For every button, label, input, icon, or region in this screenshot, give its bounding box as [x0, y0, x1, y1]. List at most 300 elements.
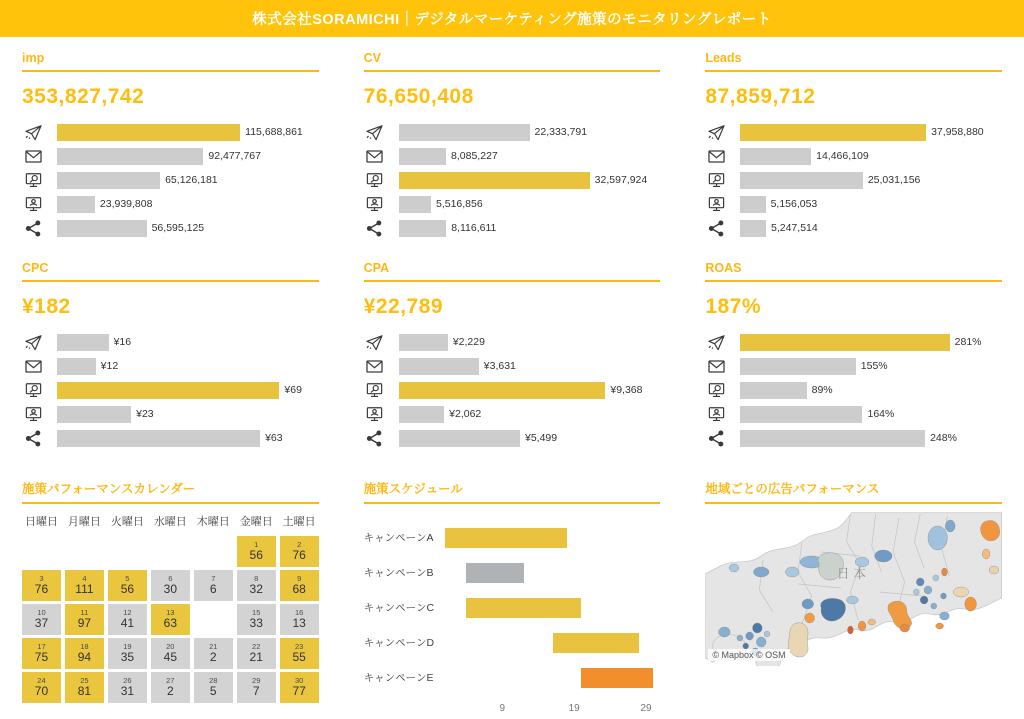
title-underline: [705, 280, 1002, 282]
day-value: 37: [34, 616, 49, 631]
bar-value-label: 5,247,514: [771, 222, 818, 234]
calendar-empty-cell: [65, 536, 104, 567]
display-user-icon: [705, 404, 727, 424]
bar-value-label: ¥3,631: [483, 360, 516, 372]
day-number: 21: [209, 641, 218, 651]
calendar-title: 施策パフォーマンスカレンダー: [22, 482, 196, 496]
bar-row: [364, 402, 661, 426]
gantt-bar[interactable]: [466, 563, 523, 583]
gantt-row: [364, 555, 661, 590]
calendar-day-2[interactable]: [280, 536, 319, 567]
display-user-icon: [705, 194, 727, 214]
bar-row: [22, 216, 319, 240]
display-search-icon: [364, 380, 386, 400]
gantt-row: [364, 590, 661, 625]
day-number: 16: [295, 607, 304, 617]
bar-leads-display-search[interactable]: [740, 172, 863, 189]
bar-track: [57, 382, 319, 399]
title-underline: [22, 70, 319, 72]
kpi-title: Leads: [705, 51, 742, 65]
day-value: 76: [292, 548, 306, 563]
calendar-day-13[interactable]: [151, 604, 190, 635]
kpi-bar-chart: [705, 120, 1002, 240]
calendar-day-7[interactable]: [194, 570, 233, 601]
bar-row: [22, 192, 319, 216]
bar-track: [399, 220, 661, 237]
calendar-day-27[interactable]: [151, 672, 190, 703]
gantt-plot: [438, 667, 661, 689]
bar-row: [705, 426, 1002, 450]
calendar-day-9[interactable]: [280, 570, 319, 601]
bar-row: [705, 144, 1002, 168]
bar-track: [399, 196, 661, 213]
bar-value-label: ¥2,229: [452, 336, 485, 348]
bar-value-label: 22,333,791: [534, 126, 588, 138]
paper-plane-icon: [364, 332, 386, 352]
bar-track: [740, 430, 1002, 447]
day-value: 31: [120, 684, 135, 699]
bar-cv-display-user[interactable]: [399, 196, 431, 213]
calendar-empty-cell: [194, 604, 233, 635]
weekday-header: 金曜日: [239, 516, 273, 528]
calendar-day-17[interactable]: [22, 638, 61, 669]
paper-plane-icon: [22, 122, 44, 142]
day-value: 55: [292, 650, 306, 665]
bar-cpc-paper-plane[interactable]: [57, 334, 109, 351]
campaign-label: キャンペーンC: [363, 602, 435, 614]
map-title: 地域ごとの広告パフォーマンス: [705, 482, 880, 496]
gantt-row: [364, 660, 661, 695]
bar-track: [57, 430, 319, 447]
day-value: 35: [120, 650, 135, 665]
schedule-title: 施策スケジュール: [363, 482, 463, 496]
map-attribution: © Mapbox © OSM: [708, 649, 789, 661]
gantt-bar[interactable]: [553, 633, 639, 653]
bar-imp-display-search[interactable]: [57, 172, 160, 189]
day-number: 17: [37, 641, 46, 651]
day-number: 27: [166, 675, 175, 685]
bar-value-label: ¥63: [265, 432, 283, 444]
day-value: 56: [249, 548, 263, 563]
bar-track: [740, 148, 1002, 165]
display-search-icon: [705, 170, 727, 190]
gantt-axis: [438, 701, 661, 719]
bar-imp-share[interactable]: [57, 220, 147, 237]
day-number: 24: [37, 675, 46, 685]
bar-row: [705, 378, 1002, 402]
title-underline: [705, 70, 1002, 72]
day-number: 29: [252, 675, 261, 685]
day-number: 19: [123, 641, 132, 651]
bar-track: [740, 172, 1002, 189]
title-underline: [22, 502, 319, 504]
day-value: 5: [209, 684, 217, 699]
share-icon: [22, 218, 44, 238]
bar-cpc-display-user[interactable]: [57, 406, 131, 423]
bar-row: [22, 354, 319, 378]
bar-value-label: 25,031,156: [867, 174, 921, 186]
bar-cpa-envelope[interactable]: [399, 358, 479, 375]
share-icon: [364, 428, 386, 448]
bar-track: [399, 124, 661, 141]
weekday-header: 日曜日: [24, 516, 58, 528]
day-value: 2: [166, 684, 174, 699]
bar-value-label: 8,116,611: [451, 222, 497, 234]
performance-calendar: [22, 511, 319, 703]
day-number: 28: [209, 675, 218, 685]
bar-track: [399, 172, 661, 189]
gantt-row: [364, 625, 661, 660]
kpi-total-value: ¥22,789: [363, 295, 444, 318]
bar-row: [705, 120, 1002, 144]
bar-track: [399, 382, 661, 399]
axis-tick: 9: [499, 703, 506, 714]
bar-cpc-share[interactable]: [57, 430, 260, 447]
envelope-icon: [364, 146, 386, 166]
bar-imp-display-user[interactable]: [57, 196, 95, 213]
bar-row: [22, 330, 319, 354]
day-value: 2: [209, 650, 217, 665]
calendar-day-24[interactable]: [22, 672, 61, 703]
gantt-plot: [438, 527, 661, 549]
calendar-day-4[interactable]: [65, 570, 104, 601]
calendar-day-16[interactable]: [280, 604, 319, 635]
bar-track: [740, 334, 1002, 351]
kpi-card-roas: [705, 253, 1002, 463]
report-header: [0, 0, 1024, 37]
bar-value-label: ¥9,368: [610, 384, 643, 396]
day-value: 63: [163, 616, 177, 631]
kpi-bar-chart: [22, 330, 319, 450]
day-value: 94: [77, 650, 92, 665]
calendar-day-20[interactable]: [151, 638, 190, 669]
title-underline: [364, 280, 661, 282]
bar-value-label: 155%: [860, 360, 888, 372]
bar-value-label: ¥23: [136, 408, 154, 420]
axis-tick: 29: [640, 703, 652, 714]
bar-row: [705, 192, 1002, 216]
kpi-bar-chart: [364, 330, 661, 450]
bar-value-label: 65,126,181: [165, 174, 218, 186]
bar-value-label: ¥12: [100, 360, 119, 372]
day-number: 10: [37, 607, 46, 617]
bar-value-label: 8,085,227: [451, 150, 498, 162]
kpi-total-value: 353,827,742: [22, 85, 145, 108]
bar-row: [22, 168, 319, 192]
bar-cv-share[interactable]: [399, 220, 447, 237]
day-number: 2: [297, 539, 302, 549]
calendar-day-10[interactable]: [22, 604, 61, 635]
share-icon: [705, 218, 727, 238]
day-number: 26: [123, 675, 132, 685]
bar-value-label: 164%: [867, 408, 895, 420]
kpi-title: imp: [22, 51, 45, 65]
share-icon: [22, 428, 44, 448]
gantt-bar[interactable]: [581, 668, 653, 688]
day-value: 56: [120, 582, 135, 597]
calendar-empty-cell: [108, 536, 147, 567]
bar-imp-envelope[interactable]: [57, 148, 203, 165]
bar-track: [740, 220, 1002, 237]
bar-row: [364, 192, 661, 216]
calendar-day-23[interactable]: [280, 638, 319, 669]
kpi-card-cpc: [22, 253, 319, 463]
calendar-day-11[interactable]: [65, 604, 104, 635]
campaign-label: キャンペーンD: [363, 637, 435, 649]
bar-track: [399, 430, 661, 447]
country-label: 日本: [837, 565, 871, 582]
kpi-card-leads: [705, 43, 1002, 253]
bar-row: [364, 354, 661, 378]
bar-cv-display-search[interactable]: [399, 172, 590, 189]
bar-cpa-paper-plane[interactable]: [399, 334, 448, 351]
day-value: 7: [252, 684, 260, 699]
kpi-title: CV: [363, 51, 382, 65]
bar-roas-display-search[interactable]: [740, 382, 806, 399]
calendar-day-12[interactable]: [108, 604, 147, 635]
bar-row: [364, 120, 661, 144]
envelope-icon: [364, 356, 386, 376]
bar-row: [22, 426, 319, 450]
title-underline: [364, 70, 661, 72]
day-value: 33: [249, 616, 263, 631]
kpi-card-cpa: [364, 253, 661, 463]
envelope-icon: [705, 356, 727, 376]
calendar-day-26[interactable]: [108, 672, 147, 703]
bar-row: [364, 330, 661, 354]
bar-leads-paper-plane[interactable]: [740, 124, 926, 141]
bar-roas-envelope[interactable]: [740, 358, 855, 375]
day-value: 111: [75, 582, 94, 597]
bar-imp-paper-plane[interactable]: [57, 124, 240, 141]
gantt-plot: [438, 597, 661, 619]
calendar-day-22[interactable]: [237, 638, 276, 669]
bar-row: [364, 378, 661, 402]
day-value: 81: [77, 684, 92, 699]
day-number: 23: [295, 641, 304, 651]
envelope-icon: [22, 356, 44, 376]
bar-cv-envelope[interactable]: [399, 148, 446, 165]
bar-value-label: 5,516,856: [435, 198, 483, 210]
day-number: 15: [252, 607, 261, 617]
display-user-icon: [22, 404, 44, 424]
calendar-day-8[interactable]: [237, 570, 276, 601]
japan-choropleth[interactable]: [705, 512, 1002, 666]
day-number: 5: [125, 573, 130, 583]
display-user-icon: [364, 194, 386, 214]
campaign-label: キャンペーンE: [363, 672, 434, 684]
calendar-day-3[interactable]: [22, 570, 61, 601]
gantt-plot: [438, 562, 661, 584]
day-number: 1: [254, 539, 259, 549]
gantt-row: [364, 520, 661, 555]
campaign-gantt: [364, 520, 661, 719]
day-number: 18: [80, 641, 89, 651]
calendar-day-30[interactable]: [280, 672, 319, 703]
bar-roas-display-user[interactable]: [740, 406, 862, 423]
bar-cpc-envelope[interactable]: [57, 358, 96, 375]
paper-plane-icon: [22, 332, 44, 352]
day-number: 6: [168, 573, 173, 583]
bar-row: [705, 330, 1002, 354]
day-value: 13: [292, 616, 306, 631]
kpi-card-imp: [22, 43, 319, 253]
kpi-grid: [22, 43, 1002, 463]
calendar-day-6[interactable]: [151, 570, 190, 601]
bar-track: [399, 358, 661, 375]
kpi-title: CPC: [22, 261, 49, 275]
campaign-label: キャンペーンA: [363, 532, 434, 544]
title-underline: [364, 502, 661, 504]
display-search-icon: [22, 380, 44, 400]
bar-track: [740, 382, 1002, 399]
bar-track: [740, 358, 1002, 375]
bar-row: [705, 168, 1002, 192]
weekday-header: 月曜日: [67, 516, 101, 528]
display-user-icon: [22, 194, 44, 214]
bar-value-label: ¥5,499: [525, 432, 558, 444]
day-value: 77: [292, 684, 306, 699]
bar-cv-paper-plane[interactable]: [399, 124, 530, 141]
calendar-day-21[interactable]: [194, 638, 233, 669]
day-value: 6: [209, 582, 217, 597]
bar-value-label: ¥16: [113, 336, 132, 348]
display-user-icon: [364, 404, 386, 424]
bar-row: [22, 144, 319, 168]
day-number: 30: [295, 675, 304, 685]
day-value: 97: [77, 616, 92, 631]
kpi-title: CPA: [363, 261, 390, 275]
calendar-day-5[interactable]: [108, 570, 147, 601]
bar-value-label: 37,958,880: [931, 126, 984, 138]
bar-value-label: ¥2,062: [449, 408, 482, 420]
calendar-day-15[interactable]: [237, 604, 276, 635]
calendar-empty-cell: [194, 536, 233, 567]
bar-row: [364, 144, 661, 168]
bar-row: [22, 402, 319, 426]
bar-value-label: 281%: [954, 336, 982, 348]
bar-value-label: 92,477,767: [208, 150, 261, 162]
weekday-header: 水曜日: [153, 516, 187, 528]
bar-track: [57, 220, 319, 237]
bar-row: [364, 168, 661, 192]
campaign-label: キャンペーンB: [363, 567, 434, 579]
calendar-day-18[interactable]: [65, 638, 104, 669]
day-value: 70: [34, 684, 49, 699]
bar-row: [705, 216, 1002, 240]
bar-value-label: 14,466,109: [816, 150, 869, 162]
bar-cpa-share[interactable]: [399, 430, 520, 447]
bar-roas-share[interactable]: [740, 430, 925, 447]
bar-track: [57, 406, 319, 423]
bar-track: [740, 124, 1002, 141]
report-title: 株式会社SORAMICHI｜デジタルマーケティング施策のモニタリングレポート: [252, 12, 772, 28]
calendar-day-1[interactable]: [237, 536, 276, 567]
paper-plane-icon: [705, 122, 727, 142]
bar-value-label: 5,156,053: [770, 198, 818, 210]
day-number: 25: [80, 675, 89, 685]
day-number: 3: [39, 573, 44, 583]
day-value: 45: [163, 650, 177, 665]
weekday-header: 木曜日: [196, 516, 230, 528]
kpi-total-value: 87,859,712: [705, 85, 816, 108]
bar-value-label: 115,688,861: [245, 126, 303, 138]
bar-track: [399, 148, 661, 165]
bar-track: [399, 334, 661, 351]
display-search-icon: [364, 170, 386, 190]
bar-value-label: 56,595,125: [151, 222, 205, 234]
bar-cpa-display-search[interactable]: [399, 382, 606, 399]
title-underline: [22, 280, 319, 282]
paper-plane-icon: [364, 122, 386, 142]
day-number: 20: [166, 641, 175, 651]
region-performance-map[interactable]: [705, 512, 1002, 666]
bar-track: [740, 196, 1002, 213]
day-value: 32: [249, 582, 263, 597]
kpi-card-cv: [364, 43, 661, 253]
bar-leads-share[interactable]: [740, 220, 766, 237]
day-value: 75: [34, 650, 49, 665]
bar-row: [705, 354, 1002, 378]
kpi-bar-chart: [22, 120, 319, 240]
bar-cpa-display-user[interactable]: [399, 406, 445, 423]
kpi-total-value: 76,650,408: [363, 85, 474, 108]
day-value: 76: [34, 582, 49, 597]
bar-track: [57, 124, 319, 141]
bar-track: [57, 358, 319, 375]
bar-track: [57, 172, 319, 189]
bar-leads-envelope[interactable]: [740, 148, 811, 165]
bar-value-label: ¥69: [284, 384, 302, 396]
kpi-total-value: ¥182: [22, 295, 71, 318]
bar-track: [57, 148, 319, 165]
day-number: 11: [80, 607, 89, 617]
calendar-day-29[interactable]: [237, 672, 276, 703]
day-value: 30: [163, 582, 177, 597]
bar-row: [22, 120, 319, 144]
title-underline: [705, 502, 1002, 504]
bar-track: [57, 334, 319, 351]
calendar-empty-cell: [22, 536, 61, 567]
display-search-icon: [705, 380, 727, 400]
calendar-day-19[interactable]: [108, 638, 147, 669]
envelope-icon: [22, 146, 44, 166]
day-number: 22: [252, 641, 261, 651]
bar-leads-display-user[interactable]: [740, 196, 765, 213]
bar-value-label: 23,939,808: [99, 198, 153, 210]
display-search-icon: [22, 170, 44, 190]
bar-value-label: 89%: [811, 384, 833, 396]
day-value: 68: [292, 582, 306, 597]
kpi-bar-chart: [364, 120, 661, 240]
gantt-bar[interactable]: [445, 528, 567, 548]
bar-value-label: 32,597,924: [594, 174, 648, 186]
bar-cpc-display-search[interactable]: [57, 382, 279, 399]
envelope-icon: [705, 146, 727, 166]
bar-row: [364, 216, 661, 240]
share-icon: [364, 218, 386, 238]
bar-value-label: 248%: [930, 432, 957, 444]
day-number: 7: [211, 573, 216, 583]
calendar-day-28[interactable]: [194, 672, 233, 703]
calendar-day-25[interactable]: [65, 672, 104, 703]
gantt-bar[interactable]: [466, 598, 581, 618]
bar-roas-paper-plane[interactable]: [740, 334, 949, 351]
day-value: 41: [120, 616, 135, 631]
weekday-header: 火曜日: [110, 516, 144, 528]
bar-track: [399, 406, 661, 423]
day-number: 9: [297, 573, 302, 583]
